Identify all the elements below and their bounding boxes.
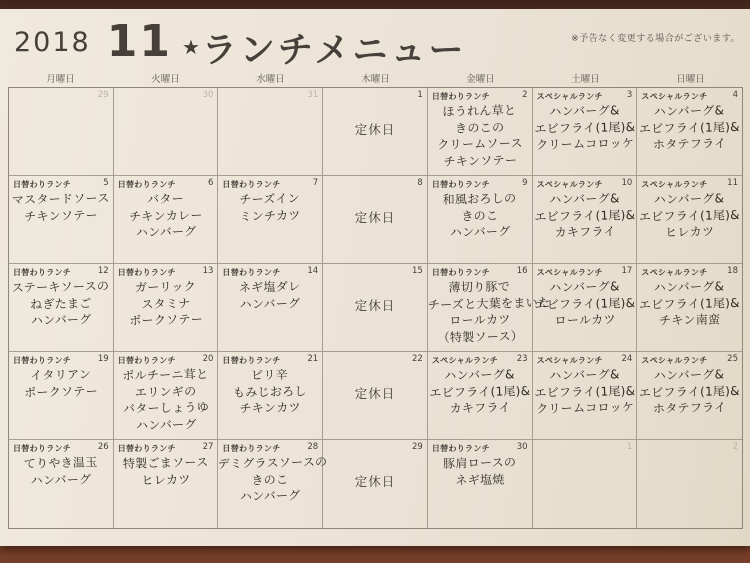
daily-lunch-label: 日替わりランチ xyxy=(117,180,176,189)
day-number: 2 xyxy=(522,90,528,100)
menu-line: 和風おろしの xyxy=(442,191,517,207)
calendar-cell-w4-d5 xyxy=(428,352,533,440)
calendar-cell-w2-d4 xyxy=(323,176,428,264)
handwritten-menu xyxy=(113,366,218,434)
handwritten-menu xyxy=(113,454,217,489)
calendar-cell-w5-d7 xyxy=(637,440,742,528)
menu-line: ピリ辛 xyxy=(251,367,289,383)
weekday-header-3: 木曜日 xyxy=(361,74,390,85)
special-lunch-label: スペシャルランチ xyxy=(431,356,499,365)
daily-lunch-label: 日替わりランチ xyxy=(222,268,281,277)
calendar-cell-w2-d2 xyxy=(114,176,219,264)
day-number: 16 xyxy=(516,266,528,276)
menu-line: ホタテフライ xyxy=(653,400,727,416)
weekday-header-row xyxy=(8,71,743,85)
closed-day-label: 定休日 xyxy=(354,210,396,225)
day-number: 23 xyxy=(516,354,528,364)
special-lunch-label: スペシャルランチ xyxy=(641,356,708,365)
calendar-grid xyxy=(8,87,743,529)
menu-line: 特製ごまソース xyxy=(122,455,209,471)
handwritten-menu xyxy=(428,454,532,489)
menu-line: ポークソテー xyxy=(128,312,203,328)
handwritten-menu xyxy=(9,190,113,225)
weekday-header-6: 日曜日 xyxy=(676,74,705,85)
daily-lunch-label: 日替わりランチ xyxy=(431,180,490,189)
menu-line: ほうれん草と xyxy=(442,103,517,119)
menu-line: きのこ xyxy=(461,208,499,223)
handwritten-menu xyxy=(427,102,532,170)
calendar-cell-w3-d1 xyxy=(9,264,114,352)
calendar-cell-w4-d7 xyxy=(637,352,742,440)
menu-line: ハンバーグ& xyxy=(444,367,515,383)
day-number: 25 xyxy=(727,354,738,364)
day-number: 3 xyxy=(626,90,633,100)
page-title xyxy=(14,16,467,73)
menu-line: チキンカレー xyxy=(128,207,203,224)
handwritten-menu xyxy=(532,190,637,242)
handwritten-menu xyxy=(427,278,551,346)
menu-line: バターしょうゆ xyxy=(122,400,209,416)
day-number: 15 xyxy=(412,266,423,276)
special-lunch-label: スペシャルランチ xyxy=(536,268,603,277)
calendar-cell-w1-d1 xyxy=(9,88,114,176)
calendar-cell-w5-d1 xyxy=(9,440,114,528)
calendar-cell-w5-d6 xyxy=(533,440,638,528)
menu-line: ハンバーグ xyxy=(239,295,301,312)
menu-line: ハンバーグ xyxy=(30,471,92,488)
menu-line: チキンソテー xyxy=(443,152,518,169)
title-month: 11 xyxy=(106,16,172,67)
menu-line: チキン南蛮 xyxy=(659,312,721,328)
daily-lunch-label: 日替わりランチ xyxy=(222,180,281,189)
day-number: 1 xyxy=(626,442,633,452)
menu-line: イタリアン xyxy=(30,367,92,383)
menu-line: きのこ xyxy=(251,472,289,487)
calendar-cell-w1-d6 xyxy=(533,88,638,176)
day-number: 2 xyxy=(732,442,738,452)
weekday-header-5: 土曜日 xyxy=(571,74,600,85)
handwritten-menu xyxy=(427,190,532,242)
menu-line: エビフライ(1尾)& xyxy=(533,295,636,312)
daily-lunch-label: 日替わりランチ xyxy=(13,356,72,365)
weekday-header-4: 金曜日 xyxy=(466,74,495,85)
day-number: 8 xyxy=(417,178,423,188)
menu-line: ハンバーグ& xyxy=(548,191,620,207)
menu-line: ヒレカツ xyxy=(140,471,191,488)
menu-line: ヒレカツ xyxy=(665,224,715,240)
menu-line: クリームコロッケ xyxy=(535,135,634,153)
calendar-cell-w5-d3 xyxy=(217,440,328,528)
handwritten-menu xyxy=(8,278,113,330)
menu-line: デミグラスソースの xyxy=(217,454,328,472)
menu-line: ミンチカツ xyxy=(239,207,302,224)
calendar-cell-w2-d1 xyxy=(9,176,114,264)
menu-line: ポークソテー xyxy=(23,383,99,400)
menu-line: ハンバーグ& xyxy=(653,103,725,119)
menu-line: ハンバーグ& xyxy=(548,279,620,295)
menu-line: ハンバーグ& xyxy=(653,279,725,295)
menu-line: カキフライ xyxy=(449,400,511,416)
daily-lunch-label: 日替わりランチ xyxy=(117,444,176,453)
daily-lunch-label: 日替わりランチ xyxy=(222,444,281,453)
calendar-cell-w4-d6 xyxy=(533,352,638,440)
closed-day-label: 定休日 xyxy=(354,122,396,137)
special-lunch-label: スペシャルランチ xyxy=(641,180,708,189)
calendar-cell-w2-d7 xyxy=(637,176,742,264)
calendar-cell-w3-d3 xyxy=(218,264,323,352)
menu-line: エビフライ(1尾)& xyxy=(638,295,741,312)
menu-line: ポルチーニ茸と xyxy=(121,367,209,383)
day-number: 22 xyxy=(412,354,423,364)
menu-line: エビフライ(1尾)& xyxy=(533,383,636,400)
menu-line: ハンバーグ& xyxy=(653,191,725,207)
menu-line: ハンバーグ xyxy=(30,312,92,328)
menu-line: ロールカツ xyxy=(449,312,511,328)
menu-line: ハンバーグ xyxy=(135,416,197,433)
menu-line: エリンギの xyxy=(134,383,197,400)
day-number: 29 xyxy=(97,90,109,100)
calendar-cell-w4-d3 xyxy=(218,352,323,440)
handwritten-menu xyxy=(637,190,743,242)
closed-day-label: 定休日 xyxy=(354,298,396,313)
menu-line: エビフライ(1尾)& xyxy=(638,383,741,400)
menu-line: クリームソース xyxy=(436,136,523,152)
handwritten-menu xyxy=(217,454,328,506)
day-number: 21 xyxy=(307,354,319,364)
handwritten-menu xyxy=(532,366,637,418)
day-number: 28 xyxy=(307,442,319,452)
handwritten-menu xyxy=(637,102,743,154)
day-number: 6 xyxy=(208,178,214,188)
special-lunch-label: スペシャルランチ xyxy=(641,92,708,101)
handwritten-menu xyxy=(218,278,322,313)
menu-line: 豚肩ロースの xyxy=(442,455,517,471)
menu-line: ハンバーグ& xyxy=(548,367,620,383)
handwritten-menu xyxy=(532,102,637,154)
special-lunch-label: スペシャルランチ xyxy=(641,268,708,277)
day-number: 12 xyxy=(97,266,109,276)
calendar-cell-w2-d5 xyxy=(428,176,533,264)
day-number: 31 xyxy=(307,90,319,100)
calendar-cell-w4-d4 xyxy=(323,352,428,440)
handwritten-menu xyxy=(637,366,743,418)
day-number: 29 xyxy=(412,442,423,452)
menu-line: チキンソテー xyxy=(24,207,98,224)
calendar-cell-w1-d4 xyxy=(323,88,428,176)
calendar-cell-w2-d6 xyxy=(533,176,638,264)
day-number: 30 xyxy=(202,90,214,100)
special-lunch-label: スペシャルランチ xyxy=(536,356,603,365)
menu-line: ガーリック xyxy=(134,279,196,295)
menu-line: ホタテフライ xyxy=(653,136,727,152)
day-number: 17 xyxy=(621,266,633,276)
handwritten-menu xyxy=(113,278,218,330)
day-number: 1 xyxy=(417,90,423,100)
menu-line: カキフライ xyxy=(554,224,616,240)
calendar-cell-w2-d3 xyxy=(218,176,323,264)
calendar-cell-w4-d2 xyxy=(114,352,219,440)
menu-line: エビフライ(1尾)& xyxy=(429,383,531,400)
calendar-cell-w3-d4 xyxy=(323,264,428,352)
menu-line: チキンカツ xyxy=(239,400,302,416)
day-number: 7 xyxy=(312,178,319,188)
day-number: 10 xyxy=(621,178,633,188)
menu-line: ロールカツ xyxy=(553,312,616,328)
closed-day-label: 定休日 xyxy=(354,386,396,401)
handwritten-menu xyxy=(113,190,218,242)
day-number: 11 xyxy=(727,178,738,188)
daily-lunch-label: 日替わりランチ xyxy=(13,444,72,453)
menu-line: ネギ塩焼 xyxy=(455,471,505,488)
star-icon: ★ xyxy=(181,35,200,59)
day-number: 5 xyxy=(103,178,109,188)
day-number: 4 xyxy=(732,90,738,100)
menu-line: ネギ塩ダレ xyxy=(239,279,301,295)
calendar-cell-w4-d1 xyxy=(9,352,114,440)
day-number: 9 xyxy=(522,178,528,188)
day-number: 13 xyxy=(202,266,214,276)
menu-line: てりやき温玉 xyxy=(23,455,98,471)
weekday-header-1: 火曜日 xyxy=(151,74,180,85)
menu-line: ハンバーグ& xyxy=(653,367,725,383)
menu-line: きのこの xyxy=(454,119,505,136)
daily-lunch-label: 日替わりランチ xyxy=(117,356,176,365)
handwritten-menu xyxy=(9,366,113,401)
calendar-cell-w5-d2 xyxy=(114,440,219,528)
calendar-cell-w3-d6 xyxy=(533,264,638,352)
menu-line: エビフライ(1尾)& xyxy=(638,119,741,136)
daily-lunch-label: 日替わりランチ xyxy=(431,444,490,453)
day-number: 14 xyxy=(307,266,319,276)
menu-line: ねぎたまご xyxy=(29,295,92,312)
special-lunch-label: スペシャルランチ xyxy=(536,180,603,189)
wood-table-top-edge xyxy=(0,0,750,9)
handwritten-menu xyxy=(637,278,743,330)
menu-line: ハンバーグ xyxy=(240,488,302,504)
daily-lunch-label: 日替わりランチ xyxy=(13,180,72,189)
day-number: 30 xyxy=(516,442,528,452)
menu-line: マスタードソース xyxy=(11,190,110,208)
daily-lunch-label: 日替わりランチ xyxy=(222,356,281,365)
menu-line: チーズイン xyxy=(239,191,301,207)
menu-line: バター xyxy=(146,191,184,207)
calendar-cell-w1-d5 xyxy=(428,88,533,176)
day-number: 20 xyxy=(202,354,214,364)
day-number: 19 xyxy=(97,354,109,364)
daily-lunch-label: 日替わりランチ xyxy=(117,268,176,277)
calendar-cell-w3-d2 xyxy=(114,264,219,352)
weekday-header-2: 水曜日 xyxy=(256,74,285,85)
menu-line: ハンバーグ& xyxy=(548,103,620,119)
day-number: 26 xyxy=(97,442,109,452)
menu-line: ハンバーグ xyxy=(135,224,197,240)
calendar-cell-w1-d2 xyxy=(114,88,219,176)
handwritten-menu xyxy=(427,366,532,418)
day-number: 24 xyxy=(621,354,633,364)
daily-lunch-label: 日替わりランチ xyxy=(431,268,490,277)
calendar-cell-w5-d4 xyxy=(323,440,428,528)
handwritten-menu xyxy=(9,454,113,489)
handwritten-menu xyxy=(218,190,322,225)
handwritten-menu xyxy=(218,366,323,418)
menu-line: クリームコロッケ xyxy=(535,399,634,417)
menu-line: スタミナ xyxy=(140,295,191,312)
calendar-cell-w1-d7 xyxy=(637,88,742,176)
title-text: ランチメニュー xyxy=(201,31,467,71)
special-lunch-label: スペシャルランチ xyxy=(536,92,603,101)
closed-day-label: 定休日 xyxy=(354,474,396,489)
menu-line: エビフライ(1尾)& xyxy=(533,207,636,224)
daily-lunch-label: 日替わりランチ xyxy=(431,92,490,101)
menu-line: エビフライ(1尾)& xyxy=(533,119,636,136)
calendar-cell-w1-d3 xyxy=(218,88,323,176)
menu-line: 薄切り豚で xyxy=(448,279,511,295)
calendar-cell-w5-d5 xyxy=(428,440,533,528)
day-number: 18 xyxy=(727,266,738,276)
calendar-cell-w3-d5 xyxy=(427,264,551,352)
weekday-header-0: 月曜日 xyxy=(46,74,75,85)
menu-line: （特製ソース） xyxy=(437,328,524,345)
title-year: 2018 xyxy=(14,27,91,58)
menu-line: ステーキソースの xyxy=(11,278,110,296)
daily-lunch-label: 日替わりランチ xyxy=(13,268,72,277)
menu-line: もみじおろし xyxy=(233,383,308,400)
disclaimer-note: ※予告なく変更する場合がございます。 xyxy=(571,34,740,44)
menu-paper xyxy=(0,9,750,546)
menu-line: エビフライ(1尾)& xyxy=(638,207,741,224)
day-number: 27 xyxy=(202,442,214,452)
menu-line: ハンバーグ xyxy=(449,224,511,240)
handwritten-menu xyxy=(532,278,637,330)
menu-line: チーズと大葉をまいた xyxy=(427,295,551,312)
calendar-cell-w3-d7 xyxy=(637,264,742,352)
